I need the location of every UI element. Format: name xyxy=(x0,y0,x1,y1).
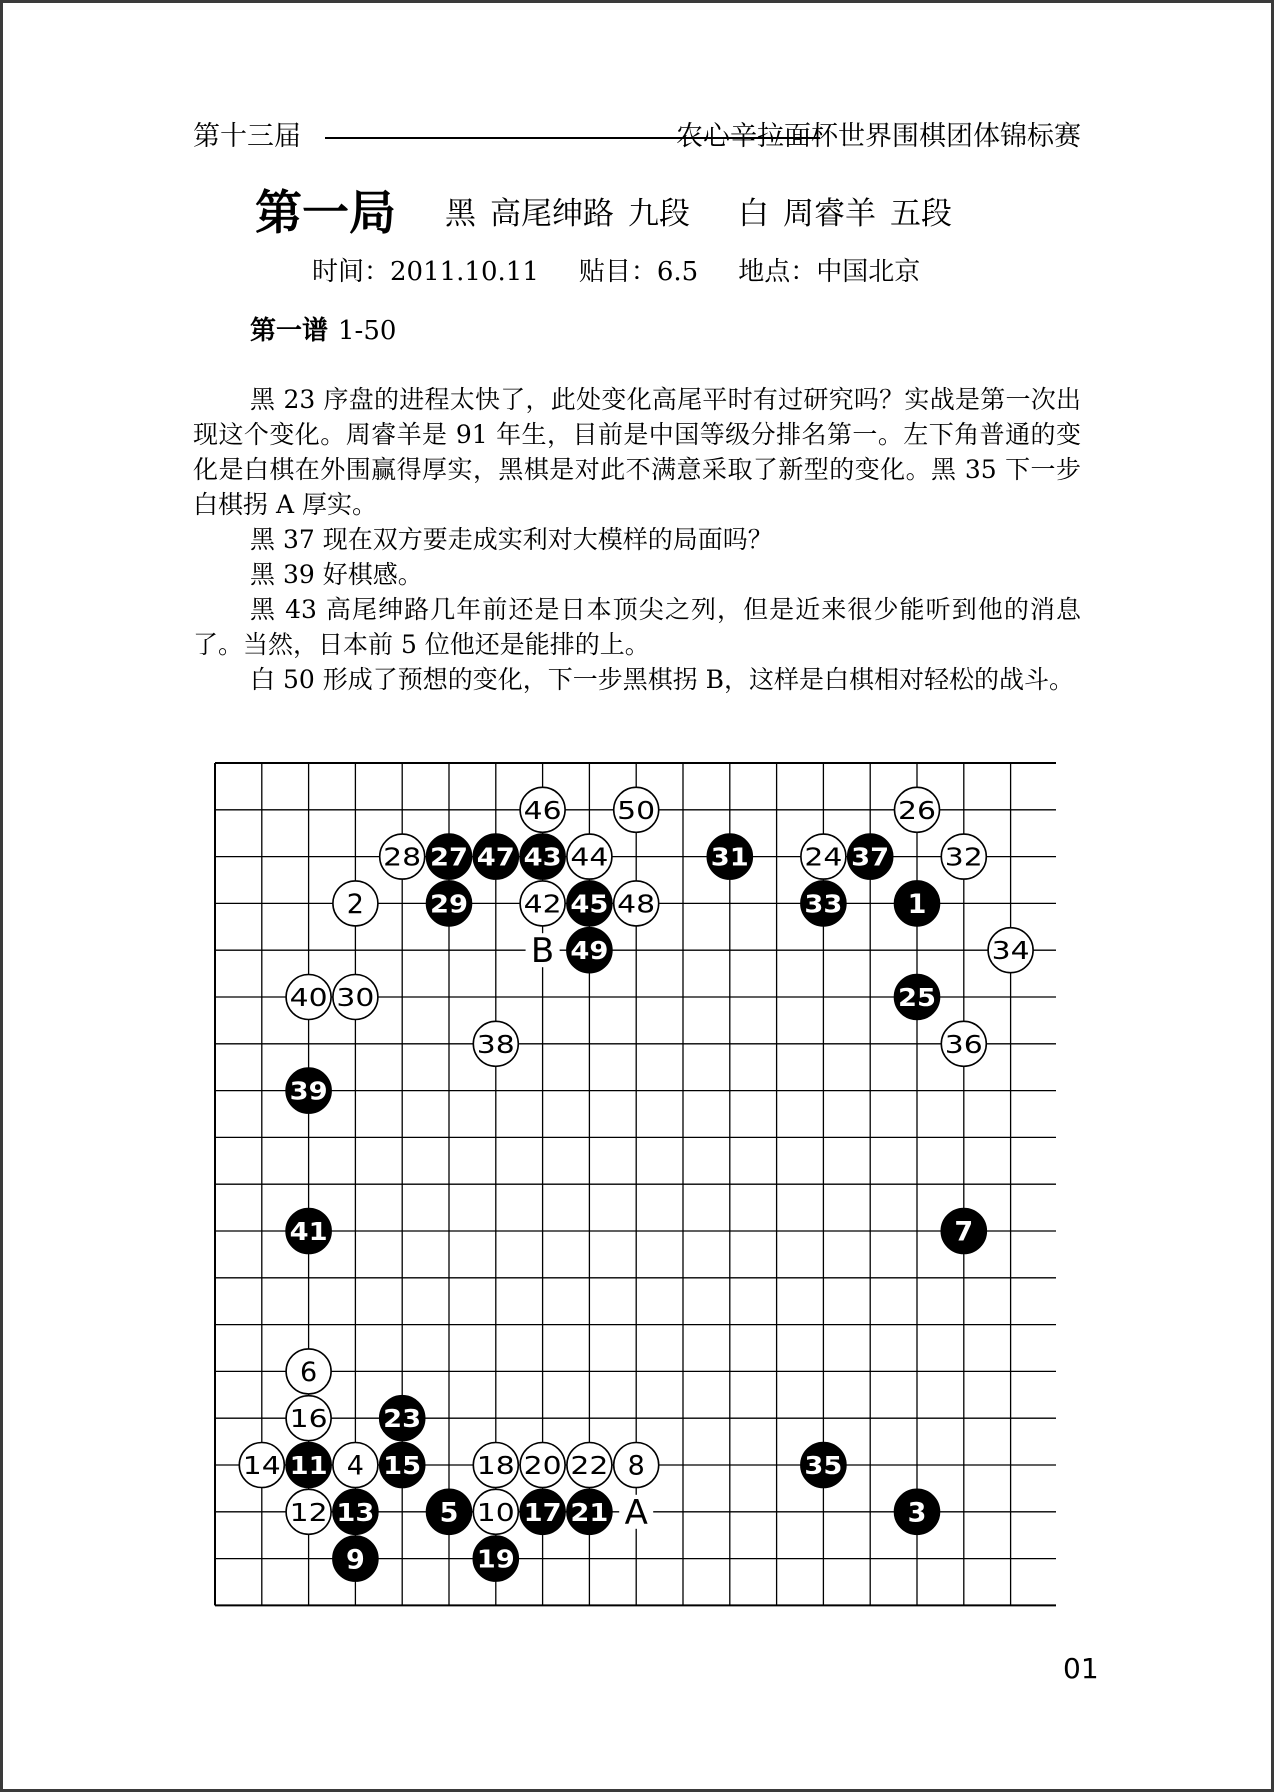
move-number: 12 xyxy=(289,1497,328,1527)
move-number: 37 xyxy=(851,842,890,872)
move-number: 39 xyxy=(289,1076,328,1106)
point-label: B xyxy=(530,931,555,972)
move-number: 44 xyxy=(570,842,609,872)
game-place: 地点：中国北京 xyxy=(738,257,921,287)
game-komi: 贴目：6.5 xyxy=(578,257,699,287)
move-number: 13 xyxy=(336,1497,375,1527)
commentary-paragraph: 黑 43 高尾绅路几年前还是日本顶尖之列，但是近来很少能听到他的消息了。当然，日本前 5 位他还是能排的上。 xyxy=(193,595,1081,659)
white-label: 白 xyxy=(738,196,769,232)
move-number: 21 xyxy=(570,1497,609,1527)
commentary-paragraph: 黑 37 现在双方要走成实利对大模样的局面吗？ xyxy=(250,525,773,554)
move-number: 27 xyxy=(430,842,468,872)
move-number: 29 xyxy=(430,889,468,919)
players-line xyxy=(445,188,966,233)
move-number: 35 xyxy=(804,1451,843,1480)
move-number: 34 xyxy=(991,936,1030,966)
move-number: 17 xyxy=(523,1497,562,1527)
move-number: 46 xyxy=(523,795,562,825)
commentary-paragraph: 白 50 形成了预想的变化，下一步黑棋拐 B，这样是白棋相对轻松的战斗。 xyxy=(250,665,1075,694)
move-number: 3 xyxy=(907,1497,927,1529)
white-player-rank: 五段 xyxy=(890,196,952,232)
commentary-paragraph: 黑 23 序盘的进程太快了，此处变化高尾平时有过研究吗？实战是第一次出现这个变化。周睿羊是 91 年生，目前是中国等级分排名第一。左下角普通的变化是白棋在外围赢得厚实，黑棋是对此不满意采取了新型的变化。黑 35 下一步白棋拐 A 厚实。 xyxy=(193,385,1081,519)
move-number: 33 xyxy=(804,889,843,919)
move-number: 30 xyxy=(336,983,375,1012)
move-number: 48 xyxy=(617,889,656,919)
move-number: 38 xyxy=(476,1029,515,1059)
move-number: 1 xyxy=(907,889,927,921)
move-number: 47 xyxy=(476,842,515,872)
go-board-diagram xyxy=(214,762,1056,1624)
point-label: A xyxy=(624,1492,648,1533)
move-number: 25 xyxy=(898,983,936,1012)
running-header xyxy=(193,120,1081,154)
game-meta xyxy=(312,255,960,289)
move-number: 50 xyxy=(617,795,656,825)
move-number: 7 xyxy=(954,1216,974,1248)
move-number: 4 xyxy=(346,1450,364,1482)
move-number: 10 xyxy=(476,1497,515,1527)
commentary xyxy=(193,382,1081,697)
move-number: 32 xyxy=(944,842,983,872)
move-number: 36 xyxy=(944,1029,983,1059)
move-number: 22 xyxy=(570,1451,609,1480)
game-number: 第一局 xyxy=(255,186,396,241)
move-number: 9 xyxy=(346,1544,365,1576)
move-number: 28 xyxy=(383,842,422,872)
move-number: 16 xyxy=(289,1404,328,1434)
move-number: 5 xyxy=(439,1497,459,1529)
move-number: 43 xyxy=(523,842,562,872)
move-number: 8 xyxy=(627,1450,645,1482)
move-number: 45 xyxy=(570,889,609,919)
move-number: 11 xyxy=(289,1451,328,1480)
move-number: 26 xyxy=(898,795,936,825)
diagram-title xyxy=(250,314,396,348)
move-number: 18 xyxy=(476,1451,515,1480)
black-player-name: 高尾绅路 xyxy=(490,196,614,232)
game-time: 时间：2011.10.11 xyxy=(312,257,539,287)
page-number: 01 xyxy=(1063,1652,1099,1685)
commentary-paragraph: 黑 39 好棋感。 xyxy=(250,560,423,589)
edition-label: 第十三届 xyxy=(193,121,301,152)
move-number: 2 xyxy=(346,889,364,921)
diagram-move-range: 1-50 xyxy=(338,316,397,346)
diagram-label: 第一谱 xyxy=(250,316,329,346)
move-number: 40 xyxy=(289,983,328,1012)
move-number: 6 xyxy=(300,1357,318,1389)
move-number: 24 xyxy=(804,842,843,872)
move-number: 23 xyxy=(383,1404,422,1434)
black-player-rank: 九段 xyxy=(628,196,690,232)
game-title xyxy=(255,176,1115,241)
white-player-name: 周睿羊 xyxy=(783,196,876,232)
tournament-name: 农心辛拉面杯世界围棋团体锦标赛 xyxy=(676,121,1081,152)
move-number: 19 xyxy=(476,1544,515,1574)
move-number: 49 xyxy=(570,936,609,966)
move-number: 14 xyxy=(242,1451,281,1480)
move-number: 42 xyxy=(523,889,562,919)
move-number: 41 xyxy=(289,1217,328,1246)
move-number: 15 xyxy=(383,1451,422,1480)
move-number: 31 xyxy=(710,842,749,872)
move-number: 20 xyxy=(523,1451,562,1480)
black-label: 黑 xyxy=(445,196,476,232)
